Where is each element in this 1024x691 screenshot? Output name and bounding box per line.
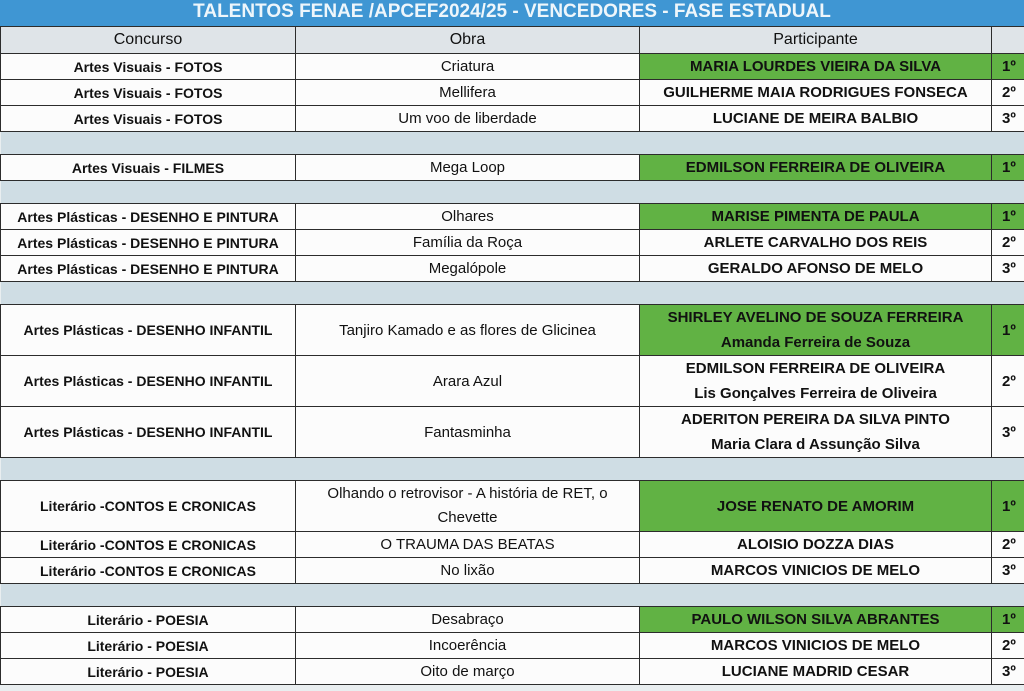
cell-participante (640, 558, 992, 584)
separator-row (1, 181, 1024, 204)
table-row (1, 558, 1024, 584)
cell-participante (640, 481, 992, 532)
cell-obra: Tanjiro Kamado e as flores de Glicinea (296, 305, 640, 356)
cell-concurso: Literário - POESIA (1, 659, 296, 685)
cell-participante (640, 633, 992, 659)
cell-concurso: Artes Plásticas - DESENHO INFANTIL (1, 356, 296, 407)
table-body (1, 54, 1024, 685)
cell-participante (640, 356, 992, 407)
cell-participante (640, 532, 992, 558)
participant-child-name: Maria Clara d Assunção Silva (711, 436, 920, 453)
cell-concurso: Artes Plásticas - DESENHO E PINTURA (1, 256, 296, 282)
participant-name: ALOISIO DOZZA DIAS (737, 536, 894, 553)
cell-obra: Incoerência (296, 633, 640, 659)
separator-cell (1, 282, 1024, 305)
header-obra: Obra (296, 27, 640, 54)
cell-colocacao: 3º (992, 558, 1024, 584)
header-row (1, 27, 1024, 54)
cell-participante (640, 407, 992, 458)
table-row (1, 532, 1024, 558)
table-row (1, 659, 1024, 685)
table-row (1, 54, 1024, 80)
cell-colocacao: 3º (992, 407, 1024, 458)
cell-concurso: Artes Plásticas - DESENHO E PINTURA (1, 230, 296, 256)
cell-colocacao: 3º (992, 256, 1024, 282)
cell-participante (640, 607, 992, 633)
separator-cell (1, 458, 1024, 481)
cell-obra: O TRAUMA DAS BEATAS (296, 532, 640, 558)
participant-name: EDMILSON FERREIRA DE OLIVEIRA (685, 159, 946, 176)
cell-obra: Mellifera (296, 80, 640, 106)
cell-participante (640, 106, 992, 132)
results-table (0, 26, 1024, 685)
participant-name: MARIA LOURDES VIEIRA DA SILVA (689, 58, 942, 75)
cell-concurso: Literário - POESIA (1, 607, 296, 633)
cell-obra: Arara Azul (296, 356, 640, 407)
cell-participante (640, 204, 992, 230)
separator-cell (1, 584, 1024, 607)
cell-obra: Criatura (296, 54, 640, 80)
cell-participante (640, 54, 992, 80)
cell-concurso: Literário -CONTOS E CRONICAS (1, 532, 296, 558)
cell-colocacao: 1º (992, 607, 1024, 633)
separator-cell (1, 181, 1024, 204)
cell-colocacao: 2º (992, 80, 1024, 106)
cell-concurso: Artes Plásticas - DESENHO INFANTIL (1, 407, 296, 458)
cell-colocacao: 2º (992, 230, 1024, 256)
table-row (1, 256, 1024, 282)
header-participante: Participante (640, 27, 992, 54)
cell-obra: Olhando o retrovisor - A história de RET, o Chevette (296, 481, 640, 532)
participant-name: SHIRLEY AVELINO DE SOUZA FERREIRA (667, 309, 964, 326)
cell-participante (640, 659, 992, 685)
participant-child-name: Amanda Ferreira de Souza (720, 334, 911, 351)
separator-row (1, 584, 1024, 607)
cell-colocacao: 1º (992, 305, 1024, 356)
cell-concurso: Artes Visuais - FOTOS (1, 54, 296, 80)
separator-cell (1, 132, 1024, 155)
participant-name: GUILHERME MAIA RODRIGUES FONSECA (663, 84, 968, 101)
table-row (1, 80, 1024, 106)
separator-row (1, 458, 1024, 481)
cell-colocacao: 1º (992, 481, 1024, 532)
participant-name: MARISE PIMENTA DE PAULA (711, 208, 920, 225)
cell-colocacao: 3º (992, 659, 1024, 685)
separator-row (1, 282, 1024, 305)
cell-concurso: Literário -CONTOS E CRONICAS (1, 481, 296, 532)
table-title: TALENTOS FENAE /APCEF2024/25 - VENCEDORES - FASE ESTADUAL (0, 0, 1024, 26)
participant-name: LUCIANE MADRID CESAR (721, 663, 910, 680)
cell-participante (640, 305, 992, 356)
table-row (1, 407, 1024, 458)
participant-name: JOSE RENATO DE AMORIM (716, 497, 915, 515)
cell-concurso: Artes Visuais - FILMES (1, 155, 296, 181)
table-row (1, 633, 1024, 659)
cell-obra: Olhares (296, 204, 640, 230)
participant-name: GERALDO AFONSO DE MELO (707, 260, 924, 277)
cell-obra: Um voo de liberdade (296, 106, 640, 132)
cell-colocacao: 3º (992, 106, 1024, 132)
cell-participante (640, 256, 992, 282)
cell-participante (640, 155, 992, 181)
table-row (1, 481, 1024, 532)
cell-obra: Família da Roça (296, 230, 640, 256)
participant-name: EDMILSON FERREIRA DE OLIVEIRA (685, 360, 946, 377)
header-colocacao (992, 27, 1024, 54)
participant-child-name: Lis Gonçalves Ferreira de Oliveira (694, 385, 937, 402)
participant-name: MARCOS VINICIOS DE MELO (710, 562, 921, 579)
cell-colocacao: 1º (992, 155, 1024, 181)
cell-concurso: Artes Plásticas - DESENHO INFANTIL (1, 305, 296, 356)
cell-concurso: Artes Visuais - FOTOS (1, 80, 296, 106)
table-row (1, 356, 1024, 407)
cell-colocacao: 2º (992, 356, 1024, 407)
cell-colocacao: 2º (992, 532, 1024, 558)
cell-obra: Fantasminha (296, 407, 640, 458)
table-row (1, 155, 1024, 181)
cell-concurso: Literário - POESIA (1, 633, 296, 659)
cell-obra: No lixão (296, 558, 640, 584)
cell-obra: Oito de março (296, 659, 640, 685)
participant-name: LUCIANE DE MEIRA BALBIO (712, 110, 919, 127)
participant-name: ARLETE CARVALHO DOS REIS (703, 234, 928, 251)
table-row (1, 204, 1024, 230)
cell-participante (640, 80, 992, 106)
cell-colocacao: 2º (992, 633, 1024, 659)
participant-name: MARCOS VINICIOS DE MELO (710, 637, 921, 654)
cell-colocacao: 1º (992, 204, 1024, 230)
cell-participante (640, 230, 992, 256)
header-concurso: Concurso (1, 27, 296, 54)
cell-colocacao: 1º (992, 54, 1024, 80)
cell-concurso: Literário -CONTOS E CRONICAS (1, 558, 296, 584)
cell-obra: Megalópole (296, 256, 640, 282)
table-row (1, 230, 1024, 256)
participant-name: ADERITON PEREIRA DA SILVA PINTO (681, 411, 950, 428)
separator-row (1, 132, 1024, 155)
cell-obra: Desabraço (296, 607, 640, 633)
participant-name: PAULO WILSON SILVA ABRANTES (691, 611, 940, 628)
table-row (1, 305, 1024, 356)
cell-obra: Mega Loop (296, 155, 640, 181)
cell-concurso: Artes Visuais - FOTOS (1, 106, 296, 132)
cell-concurso: Artes Plásticas - DESENHO E PINTURA (1, 204, 296, 230)
table-row (1, 607, 1024, 633)
table-row (1, 106, 1024, 132)
